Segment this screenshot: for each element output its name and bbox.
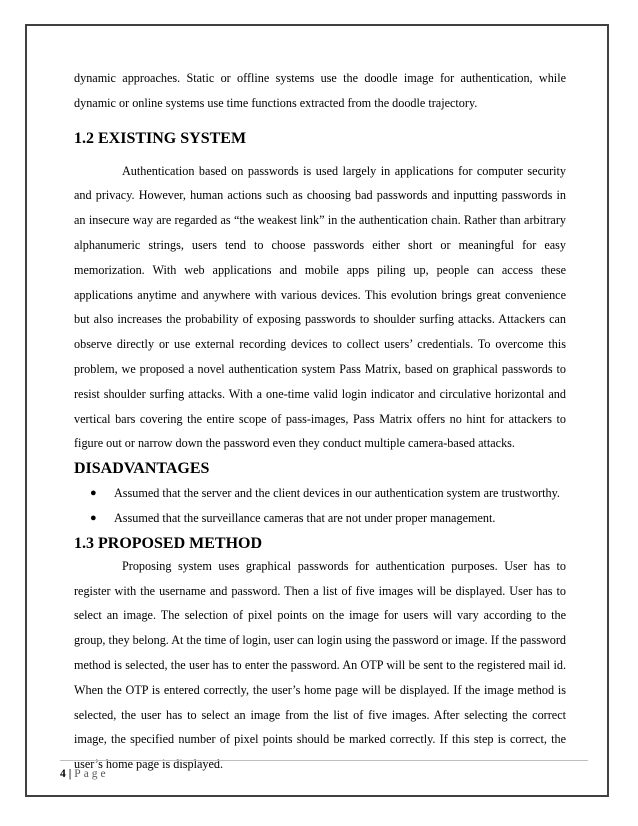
page-label: Page [74,768,109,780]
page-footer [60,760,588,781]
list-item [74,481,566,506]
existing-system-heading: 1.2 EXISTING SYSTEM [74,129,247,147]
bullet-icon: ● [90,511,97,524]
list-item-text: Assumed that the server and the client devices in our authentication system are trustworthy. [114,486,560,501]
intro-paragraph: dynamic approaches. Static or offline systems use the doodle image for authentication, while dynamic or online systems use time functions extracted from the doodle trajectory. [74,71,566,110]
list-item-text: Assumed that the surveillance cameras that are not under proper management. [114,510,496,525]
footer-separator: | [68,768,72,780]
page-number: 4 [60,768,66,780]
list-item [74,506,566,531]
bullet-icon: ● [90,487,97,500]
disadvantages-heading: DISADVANTAGES [74,460,210,478]
proposed-method-heading: 1.3 PROPOSED METHOD [74,534,263,552]
proposed-method-paragraph: Proposing system uses graphical passwords for authentication purposes. User has to register with the username and password. Then a list of five images will be displayed. User has to select an image. The selection of pixel points on the image for users will vary according to the group, they belong. At the time of login, user can login using the password or image. If the password method is selected, the user has to enter the password. An OTP will be sent to the registered mail id. When the OTP is entered correctly, the user’s home page will be displayed. If the image method is selected, the user has to select an image from the list of five images. After selecting the correct image, the specified number of pixel points should be marked correctly. If this step is correct, the user’s home page is displayed. [74,558,566,772]
disadvantages-list [74,481,566,531]
existing-system-paragraph: Authentication based on passwords is used largely in applications for computer security and privacy. However, human actions such as choosing bad passwords and inputting passwords in an insecure way are regarded as “the weakest link” in the authentication chain. Rather than arbitrary alphanumeric strings, users tend to choose passwords either short or meaningful for easy memorization. With web applications and mobile apps piling up, people can access these applications anytime and anywhere with various devices. This evolution brings great convenience but also increases the probability of exposing passwords to shoulder surfing attacks. Attackers can observe directly or use external recording devices to collect users’ credentials. To overcome this problem, we proposed a novel authentication system Pass Matrix, based on graphical passwords to resist shoulder surfing attacks. With a one-time valid login indicator and circulative horizontal and vertical bars covering the entire scope of pass-images, Pass Matrix offers no hint for attackers to figure out or narrow down the password even they conduct multiple camera-based attacks. [74,163,566,451]
document-body [74,66,566,777]
